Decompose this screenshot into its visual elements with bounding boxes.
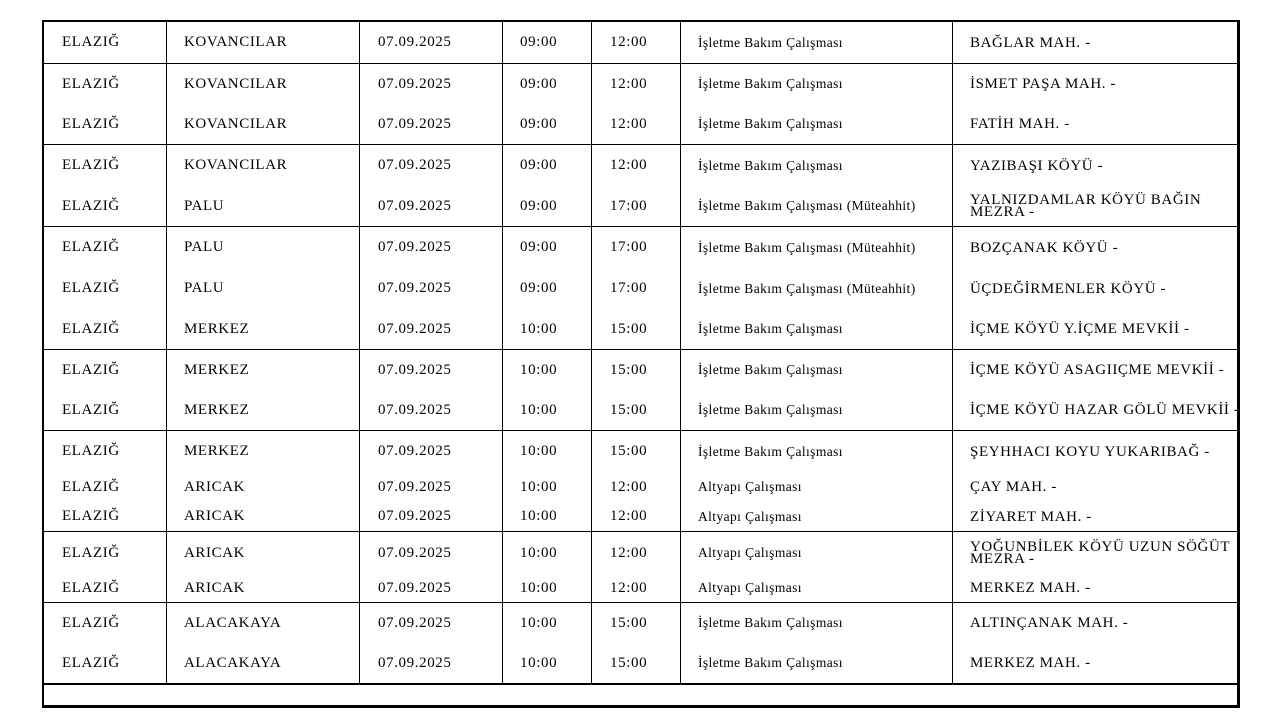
province-cell: ELAZIĞ [62,115,120,132]
start-time-cell: 10:00 [520,401,558,418]
location-cell: ŞEYHHACI KOYU YUKARIBAĞ - [970,443,1210,460]
date-cell: 07.09.2025 [378,478,452,495]
start-time-cell: 10:00 [520,443,558,459]
date-cell: 07.09.2025 [378,239,452,255]
description-cell: Altyapı Çalışması [698,545,802,560]
date-cell: 07.09.2025 [378,157,452,173]
location-cell: ÇAY MAH. - [970,479,1057,495]
description-cell: İşletme Bakım Çalışması (Müteahhit) [698,280,916,296]
district-cell: ARICAK [184,508,246,524]
table-row [44,309,1240,350]
description-cell: İşletme Bakım Çalışması [698,321,843,336]
province-cell: ELAZIĞ [62,401,120,418]
description-cell: İşletme Bakım Çalışması (Müteahhit) [698,198,916,213]
description-cell: İşletme Bakım Çalışması [698,34,843,50]
description-cell: İşletme Bakım Çalışması [698,655,843,670]
province-cell: ELAZIĞ [62,654,120,671]
date-cell: 07.09.2025 [378,654,452,671]
province-cell: ELAZIĞ [62,157,120,173]
start-time-cell: 10:00 [520,478,558,495]
end-time-cell: 15:00 [610,443,648,459]
table-row [44,22,1240,64]
location-cell: MERKEZ MAH. - [970,580,1091,596]
end-time-cell: 15:00 [610,401,648,418]
description-cell: İşletme Bakım Çalışması [698,362,843,377]
date-cell: 07.09.2025 [378,34,452,50]
end-time-cell: 12:00 [610,544,648,561]
district-cell: KOVANCILAR [184,75,288,92]
location-cell: BAĞLAR MAH. - [970,34,1091,51]
end-time-cell: 15:00 [610,654,648,671]
description-cell: İşletme Bakım Çalışması (Müteahhit) [698,239,916,255]
start-time-cell: 09:00 [520,157,558,173]
table-row [44,64,1240,104]
start-time-cell: 09:00 [520,197,558,214]
province-cell: ELAZIĞ [62,614,120,631]
start-time-cell: 10:00 [520,544,558,561]
location-cell: MERKEZ MAH. - [970,655,1091,671]
description-cell: Altyapı Çalışması [698,580,802,595]
date-cell: 07.09.2025 [378,544,452,561]
district-cell: PALU [184,197,225,214]
district-cell: PALU [184,280,225,296]
table-row [44,472,1240,502]
table-row [44,502,1240,532]
table-row [44,227,1240,268]
province-cell: ELAZIĞ [62,443,120,459]
district-cell: ALACAKAYA [184,654,282,671]
date-cell: 07.09.2025 [378,197,452,214]
table-row [44,574,1240,603]
province-cell: ELAZIĞ [62,239,120,255]
table-row [44,532,1240,574]
location-cell: YOĞUNBİLEK KÖYÜ UZUN SÖĞÜT MEZRA - [970,539,1230,567]
district-cell: ARICAK [184,544,246,561]
end-time-cell: 17:00 [610,239,648,255]
district-cell: MERKEZ [184,443,250,459]
table-row [44,104,1240,145]
location-cell: YALNIZDAMLAR KÖYÜ BAĞIN MEZRA - [970,192,1202,220]
location-cell: BOZÇANAK KÖYÜ - [970,239,1119,256]
province-cell: ELAZIĞ [62,280,120,296]
end-time-cell: 17:00 [610,280,648,296]
district-cell: MERKEZ [184,401,250,418]
description-cell: İşletme Bakım Çalışması [698,76,843,91]
province-cell: ELAZIĞ [62,75,120,92]
date-cell: 07.09.2025 [378,443,452,459]
date-cell: 07.09.2025 [378,508,452,524]
district-cell: ALACAKAYA [184,614,282,631]
district-cell: ARICAK [184,579,246,596]
end-time-cell: 15:00 [610,361,648,378]
province-cell: ELAZIĞ [62,544,120,561]
location-cell: İSMET PAŞA MAH. - [970,76,1117,92]
district-cell: KOVANCILAR [184,115,288,132]
description-cell: Altyapı Çalışması [698,508,802,524]
end-time-cell: 12:00 [610,115,648,132]
end-time-cell: 17:00 [610,197,648,214]
end-time-cell: 12:00 [610,157,648,173]
start-time-cell: 09:00 [520,280,558,296]
location-cell: İÇME KÖYÜ ASAGIIÇME MEVKİİ - [970,362,1225,378]
province-cell: ELAZIĞ [62,478,120,495]
table-row [44,350,1240,390]
end-time-cell: 12:00 [610,478,648,495]
province-cell: ELAZIĞ [62,579,120,596]
description-cell: İşletme Bakım Çalışması [698,443,843,459]
start-time-cell: 10:00 [520,508,558,524]
district-cell: MERKEZ [184,320,250,337]
table-row [44,145,1240,186]
table-row [44,603,1240,643]
date-cell: 07.09.2025 [378,614,452,631]
description-cell: Altyapı Çalışması [698,479,802,494]
table-row [44,643,1240,684]
start-time-cell: 09:00 [520,34,558,50]
date-cell: 07.09.2025 [378,361,452,378]
start-time-cell: 10:00 [520,654,558,671]
table-row [44,186,1240,227]
district-cell: KOVANCILAR [184,34,288,50]
district-cell: PALU [184,239,225,255]
province-cell: ELAZIĞ [62,320,120,337]
start-time-cell: 10:00 [520,614,558,631]
description-cell: İşletme Bakım Çalışması [698,402,843,417]
date-cell: 07.09.2025 [378,115,452,132]
province-cell: ELAZIĞ [62,508,120,524]
end-time-cell: 15:00 [610,614,648,631]
district-cell: ARICAK [184,478,246,495]
end-time-cell: 12:00 [610,579,648,596]
date-cell: 07.09.2025 [378,579,452,596]
table-row [44,268,1240,309]
start-time-cell: 09:00 [520,239,558,255]
location-cell: ÜÇDEĞİRMENLER KÖYÜ - [970,280,1167,297]
outage-table [42,20,1240,708]
date-cell: 07.09.2025 [378,320,452,337]
description-cell: İşletme Bakım Çalışması [698,116,843,131]
location-cell: İÇME KÖYÜ Y.İÇME MEVKİİ - [970,321,1190,337]
date-cell: 07.09.2025 [378,280,452,296]
province-cell: ELAZIĞ [62,197,120,214]
end-time-cell: 12:00 [610,508,648,524]
date-cell: 07.09.2025 [378,75,452,92]
province-cell: ELAZIĞ [62,34,120,50]
location-cell: ZİYARET MAH. - [970,508,1092,525]
description-cell: İşletme Bakım Çalışması [698,157,843,173]
date-cell: 07.09.2025 [378,401,452,418]
table-bottom-line [44,684,1240,685]
district-cell: MERKEZ [184,361,250,378]
end-time-cell: 12:00 [610,34,648,50]
district-cell: KOVANCILAR [184,157,288,173]
start-time-cell: 10:00 [520,579,558,596]
description-cell: İşletme Bakım Çalışması [698,615,843,630]
start-time-cell: 10:00 [520,361,558,378]
end-time-cell: 15:00 [610,320,648,337]
table-row [44,390,1240,431]
location-cell: FATİH MAH. - [970,116,1070,132]
location-cell: İÇME KÖYÜ HAZAR GÖLÜ MEVKİİ - [970,402,1240,418]
start-time-cell: 09:00 [520,75,558,92]
location-cell: YAZIBAŞI KÖYÜ - [970,157,1104,174]
start-time-cell: 10:00 [520,320,558,337]
location-cell: ALTINÇANAK MAH. - [970,615,1129,631]
table-row [44,431,1240,472]
province-cell: ELAZIĞ [62,361,120,378]
start-time-cell: 09:00 [520,115,558,132]
end-time-cell: 12:00 [610,75,648,92]
